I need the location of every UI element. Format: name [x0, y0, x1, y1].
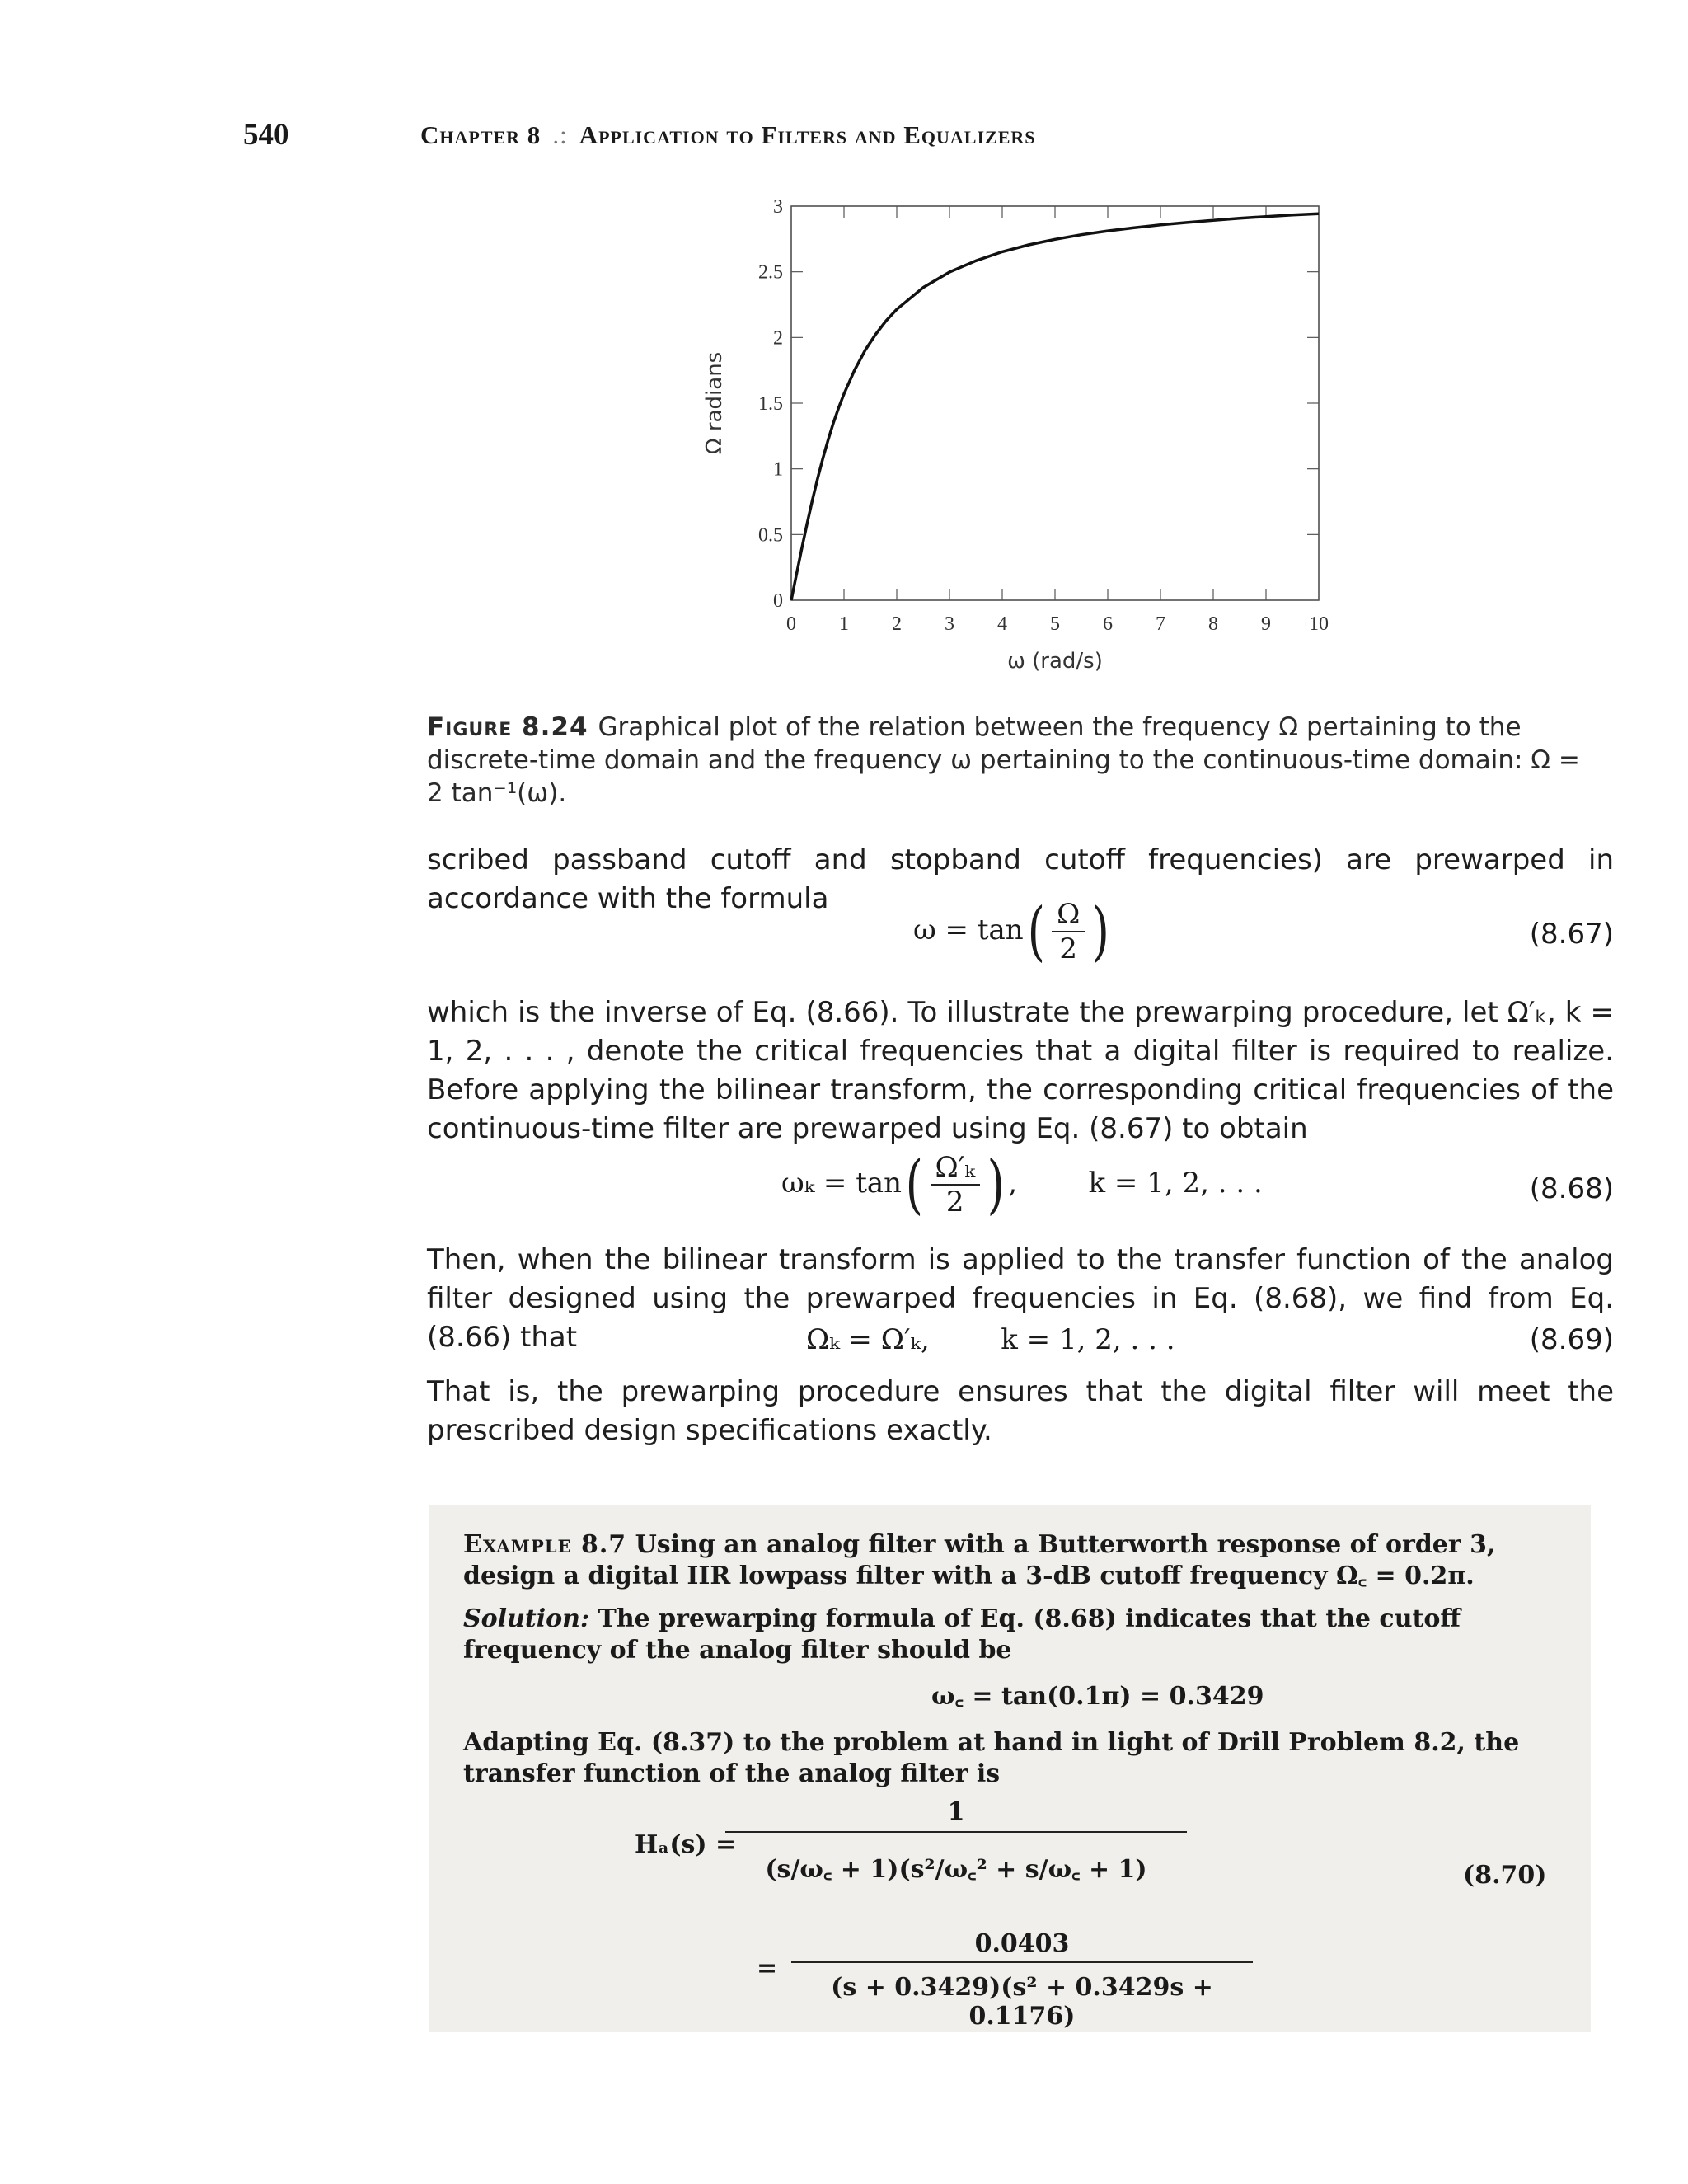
series-line — [791, 214, 1319, 600]
eq-8-67-numerator: Ω — [1052, 898, 1085, 932]
ha-eq-number: (8.70) — [1463, 1861, 1547, 1890]
equation-8-67: ω = tan( $\frac{\Omega}{2}$ ) (8.67) — [913, 895, 1614, 969]
equation-8-69 — [427, 1323, 1614, 1373]
y-tick-label: 0.5 — [758, 524, 783, 547]
x-tick-label: 2 — [892, 613, 902, 635]
equation-8-68: ωₖ = tan( $\frac{\text{Ω′ₖ}}{2}$ ) , k = 1, 2, . . . (8.68) — [781, 1148, 1614, 1222]
eq-8-69-number: (8.69) — [1529, 1323, 1614, 1356]
example-solution — [463, 1604, 1559, 1666]
adapt-text: Adapting Eq. (8.37) to the problem at hand in light of Drill Problem 8.2, the transfer function of the analog filter is — [463, 1728, 1520, 1788]
chapter-title — [420, 120, 1036, 150]
caption-text: Graphical plot of the relation between the frequency Ω pertaining to the discrete-time domain and the frequency ω pertaining to the continuous-time domain: Ω = 2 tan⁻¹(ω). — [427, 712, 1580, 808]
x-axis-label: ω (rad/s) — [1007, 649, 1103, 674]
eq-8-69-body: Ωₖ = Ω′ₖ, k = 1, 2, . . . — [806, 1323, 1175, 1356]
y-tick-label: 1.5 — [758, 393, 783, 415]
solution-text: The prewarping formula of Eq. (8.68) indicates that the cutoff frequency of the analog filter should be — [463, 1604, 1461, 1665]
paragraph-1: scribed passband cutoff and stopband cutoff frequencies) are prewarped in accordance with the formula — [427, 843, 1614, 915]
eq-8-67-lhs: ω = tan — [913, 914, 1024, 946]
y-tick-label: 1 — [773, 458, 783, 481]
paragraph-2: which is the inverse of Eq. (8.66). To illustrate the prewarping procedure, let Ω′ₖ, k = 1, 2, . . . , denote the critical frequencies that a digital filter is required to realize. Before applying the bilinear transform, the corresponding critical frequencies of the continuous-time filter are prewarped using Eq. (8.67) to obtain — [427, 996, 1614, 1145]
x-tick-label: 9 — [1261, 613, 1271, 635]
example-statement — [463, 1529, 1559, 1592]
figure-label: Figure 8.24 — [427, 712, 588, 742]
y-tick-label: 0 — [773, 590, 783, 612]
eq-wc: ω꜀ = tan(0.1π) = 0.3429 — [931, 1682, 1264, 1711]
x-tick-label: 5 — [1050, 613, 1060, 635]
ha-denominator-1: (s/ω꜀ + 1)(s²/ω꜀² + s/ω꜀ + 1) — [765, 1855, 1147, 1884]
eq-8-67-fraction — [1052, 898, 1085, 965]
ha-lhs: Hₐ(s) = — [635, 1830, 737, 1859]
running-header — [243, 117, 1644, 158]
chapter-separator: .: — [552, 120, 568, 149]
chart-svg — [659, 186, 1360, 697]
eq-8-68-lhs: ωₖ = tan — [781, 1167, 903, 1200]
x-tick-label: 4 — [997, 613, 1007, 635]
eq-8-67-denominator: 2 — [1059, 932, 1078, 965]
eq-8-68-number: (8.68) — [1529, 1172, 1614, 1205]
ha-numerator-1: 1 — [725, 1797, 1187, 1833]
example-8-7-box — [429, 1505, 1591, 2032]
chapter-name: Application to Filters and Equalizers — [579, 120, 1036, 149]
plot-frame — [791, 206, 1319, 600]
y-tick-label: 3 — [773, 196, 783, 218]
y-tick-label: 2 — [773, 327, 783, 350]
solution-label: Solution: — [463, 1604, 590, 1633]
page-number: 540 — [243, 118, 289, 152]
eq-8-68-condition: , k = 1, 2, . . . — [1008, 1167, 1263, 1200]
x-tick-label: 1 — [839, 613, 849, 635]
eq-8-67-number: (8.67) — [1529, 918, 1614, 951]
ha-equals-2: = — [757, 1954, 778, 1983]
x-tick-label: 3 — [945, 613, 954, 635]
paragraph-3: Then, when the bilinear transform is applied to the transfer function of the analog filter designed using the prewarped frequencies in Eq. (8.68), we find from Eq. (8.66) that — [427, 1243, 1614, 1354]
eq-8-68-numerator: Ω′ₖ — [931, 1151, 980, 1186]
example-label: Example 8.7 — [463, 1530, 627, 1559]
x-tick-label: 8 — [1208, 613, 1218, 635]
x-tick-label: 10 — [1309, 613, 1329, 635]
ha-denominator-2: (s + 0.3429)(s² + 0.3429s + 0.1176) — [831, 1973, 1213, 2031]
eq-8-68-fraction — [931, 1151, 980, 1219]
y-tick-label: 2.5 — [758, 261, 783, 284]
ha-numerator-2: 0.0403 — [791, 1929, 1253, 1963]
eq-8-68-denominator: 2 — [945, 1186, 964, 1219]
paragraph-4: That is, the prewarping procedure ensures that the digital filter will meet the prescribed design specifications exactly. — [427, 1375, 1614, 1447]
chapter-label: Chapter 8 — [420, 120, 542, 149]
y-axis-label: Ω radians — [702, 351, 727, 455]
example-statement-text: Using an analog filter with a Butterworth response of order 3, design a digital IIR lowpass filter with a 3-dB cutoff frequency Ω꜀ = 0.2π. — [463, 1530, 1496, 1590]
x-tick-label: 7 — [1156, 613, 1165, 635]
figure-8-24 — [659, 186, 1360, 697]
x-tick-label: 0 — [786, 613, 796, 635]
figure-caption — [427, 711, 1597, 810]
x-tick-label: 6 — [1103, 613, 1113, 635]
